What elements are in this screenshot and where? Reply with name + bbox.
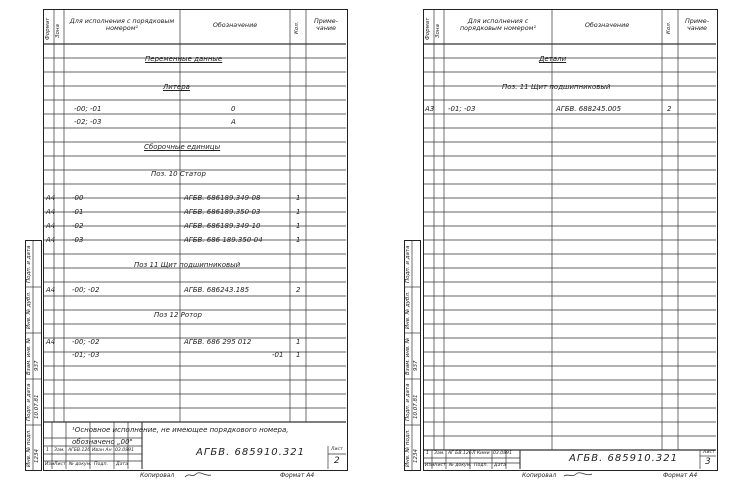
litera-row-2-execution: -02; -03 xyxy=(74,118,102,126)
section-litera: Литера xyxy=(163,83,190,91)
detail-row-1-designation: АГБВ. 688245.005 xyxy=(556,105,622,113)
side-inv-orig: Инв. № подл. xyxy=(405,429,411,467)
side-val-inv: 1234 xyxy=(34,449,40,463)
label-sign: Подп. xyxy=(474,463,488,468)
pos10-row-4-designation: АГБВ. 686 189.350-04 xyxy=(184,236,263,244)
label-izm: Изм xyxy=(45,462,55,467)
pos10-row-1-designation: АГБВ. 686189.349-08 xyxy=(184,194,261,202)
label-docno: № докум. xyxy=(449,463,472,468)
pos12-row-1-execution: -00; -02 xyxy=(72,338,100,346)
pos10-row-2-format: А4 xyxy=(46,208,56,216)
pos12-title: Поз 12 Ротор xyxy=(154,311,202,319)
label-sign: Подп. xyxy=(94,462,108,467)
footnote-line-2: обозначено „00" xyxy=(72,438,133,446)
pos10-row-1-qty: 1 xyxy=(296,194,301,202)
detail-row-1-qty: 2 xyxy=(667,105,672,113)
header-note: Приме-чание xyxy=(313,17,339,32)
litera-row-1-execution: -00; -01 xyxy=(74,105,102,113)
pos12-row-1-designation: АГБВ. 686 295 012 xyxy=(184,338,252,346)
pos11-title: Поз. 11 Щит подшипниковый xyxy=(502,83,611,91)
header-zone: Зона xyxy=(55,24,61,38)
stamp-change-type: Зам. xyxy=(434,451,445,456)
sheet-label: Лист xyxy=(331,447,343,452)
header-note: Приме-чание xyxy=(684,17,710,32)
side-sign-date-2: Подп. и дата xyxy=(405,245,411,283)
label-date: Дата xyxy=(494,463,506,468)
stamp-change: 1 xyxy=(46,448,49,453)
section-assemblies: Сборочные единицы xyxy=(144,143,221,151)
label-izm: Изм xyxy=(425,463,435,468)
sheet-label: Лист xyxy=(703,450,715,455)
litera-row-2-designation: А xyxy=(231,118,236,126)
side-val-replace: 937 xyxy=(413,360,419,371)
header-execution: Для исполнения с порядковым номером¹ xyxy=(459,17,537,32)
pos10-row-2-qty: 1 xyxy=(296,208,301,216)
stamp-signature: Иван Ан xyxy=(92,448,112,453)
pos11-row-1-qty: 2 xyxy=(296,286,301,294)
label-date: Дата xyxy=(116,462,128,467)
stamp-change: 1 xyxy=(426,451,429,456)
document-code: АГБВ. 685910.321 xyxy=(569,453,678,464)
detail-row-1-format: А3 xyxy=(425,105,435,113)
pos12-row-1-format: А4 xyxy=(46,338,56,346)
stamp-signature: Л Кими xyxy=(472,451,490,456)
header-qty: Кол. xyxy=(294,21,300,34)
detail-row-1-execution: -01; -03 xyxy=(448,105,476,113)
copied-label: Копировал xyxy=(522,472,557,479)
spec-sheet-3 xyxy=(423,9,718,471)
pos10-row-3-execution: -02 xyxy=(72,222,84,230)
copied-label: Копировал xyxy=(140,472,175,479)
sheet-number: 2 xyxy=(334,456,340,466)
pos12-row-2-execution: -01; -03 xyxy=(72,351,100,359)
header-format: Формат xyxy=(425,17,431,40)
section-variables: Переменные данные xyxy=(145,55,223,63)
format-label: Формат А4 xyxy=(280,472,315,479)
header-designation: Обозначение xyxy=(212,21,258,29)
document-code: АГБВ. 685910.321 xyxy=(196,447,305,458)
sheet-number: 3 xyxy=(705,457,711,467)
side-sign-date: Подп. и дата xyxy=(26,383,32,421)
header-designation: Обозначение xyxy=(584,21,630,29)
pos10-row-4-qty: 1 xyxy=(296,236,301,244)
stamp-date: 03.0891 xyxy=(493,451,512,456)
spec-sheet-2 xyxy=(43,9,348,471)
sheet-grid xyxy=(424,10,716,469)
pos10-row-3-format: А4 xyxy=(46,222,56,230)
stamp-date: 03.0891 xyxy=(115,448,134,453)
pos12-row-1-qty: 1 xyxy=(296,338,301,346)
pos11-title: Поз 11 Щит подшипниковый xyxy=(134,261,241,269)
pos11-row-1-designation: АГБВ. 686243.185 xyxy=(184,286,250,294)
litera-row-1-designation: 0 xyxy=(231,105,236,113)
side-inv-dupl: Инв. № дубл. xyxy=(26,291,32,329)
side-val-date: 10.07.81 xyxy=(413,394,419,419)
pos10-row-2-designation: АГБВ. 686189.350-03 xyxy=(184,208,261,216)
copied-signature-icon xyxy=(562,470,594,480)
side-inv-orig: Инв. № подл. xyxy=(26,429,32,467)
left-side-column xyxy=(25,240,42,471)
pos10-title: Поз. 10 Статор xyxy=(151,170,206,178)
header-zone: Зона xyxy=(435,24,441,38)
side-val-date: 10.07.81 xyxy=(34,394,40,419)
pos12-row-2-designation: -01 xyxy=(272,351,284,359)
pos10-row-3-designation: АГБВ. 686189.349-10 xyxy=(184,222,261,230)
stamp-doc-no: АГБВ.126 xyxy=(68,448,91,453)
footnote-line-1: ¹Основное исполнение, не имеющее порядкового номера, xyxy=(72,426,289,434)
header-format: Формат xyxy=(45,17,51,40)
label-list: Лист xyxy=(434,463,446,468)
pos10-row-3-qty: 1 xyxy=(296,222,301,230)
side-replace-inv: Взам. инв. № xyxy=(26,337,32,375)
pos10-row-2-execution: -01 xyxy=(72,208,84,216)
stamp-doc-no: АГ БВ.126 xyxy=(448,451,472,456)
header-execution: Для исполнения с порядковым номером¹ xyxy=(69,17,175,32)
copied-signature-icon xyxy=(183,470,213,480)
label-docno: № докум. xyxy=(69,462,92,467)
pos10-row-4-execution: -03 xyxy=(72,236,84,244)
side-val-replace: 937 xyxy=(34,360,40,371)
pos10-row-1-execution: -00 xyxy=(72,194,84,202)
section-details: Детали xyxy=(539,55,567,63)
side-sign-date-2: Подп. и дата xyxy=(26,245,32,283)
format-label: Формат А4 xyxy=(663,472,698,479)
stamp-change-type: Зам. xyxy=(54,448,65,453)
side-sign-date: Подп. и дата xyxy=(405,383,411,421)
right-side-column xyxy=(404,240,421,471)
side-val-inv: 1234 xyxy=(413,449,419,463)
header-qty: Кол. xyxy=(666,21,672,34)
side-replace-inv: Взам. инв. № xyxy=(405,337,411,375)
pos11-row-1-execution: -00; -02 xyxy=(72,286,100,294)
pos10-row-1-format: А4 xyxy=(46,194,56,202)
pos10-row-4-format: А4 xyxy=(46,236,56,244)
pos11-row-1-format: А4 xyxy=(46,286,56,294)
side-inv-dupl: Инв. № дубл. xyxy=(405,291,411,329)
pos12-row-2-qty: 1 xyxy=(296,351,301,359)
label-list: Лист xyxy=(54,462,66,467)
